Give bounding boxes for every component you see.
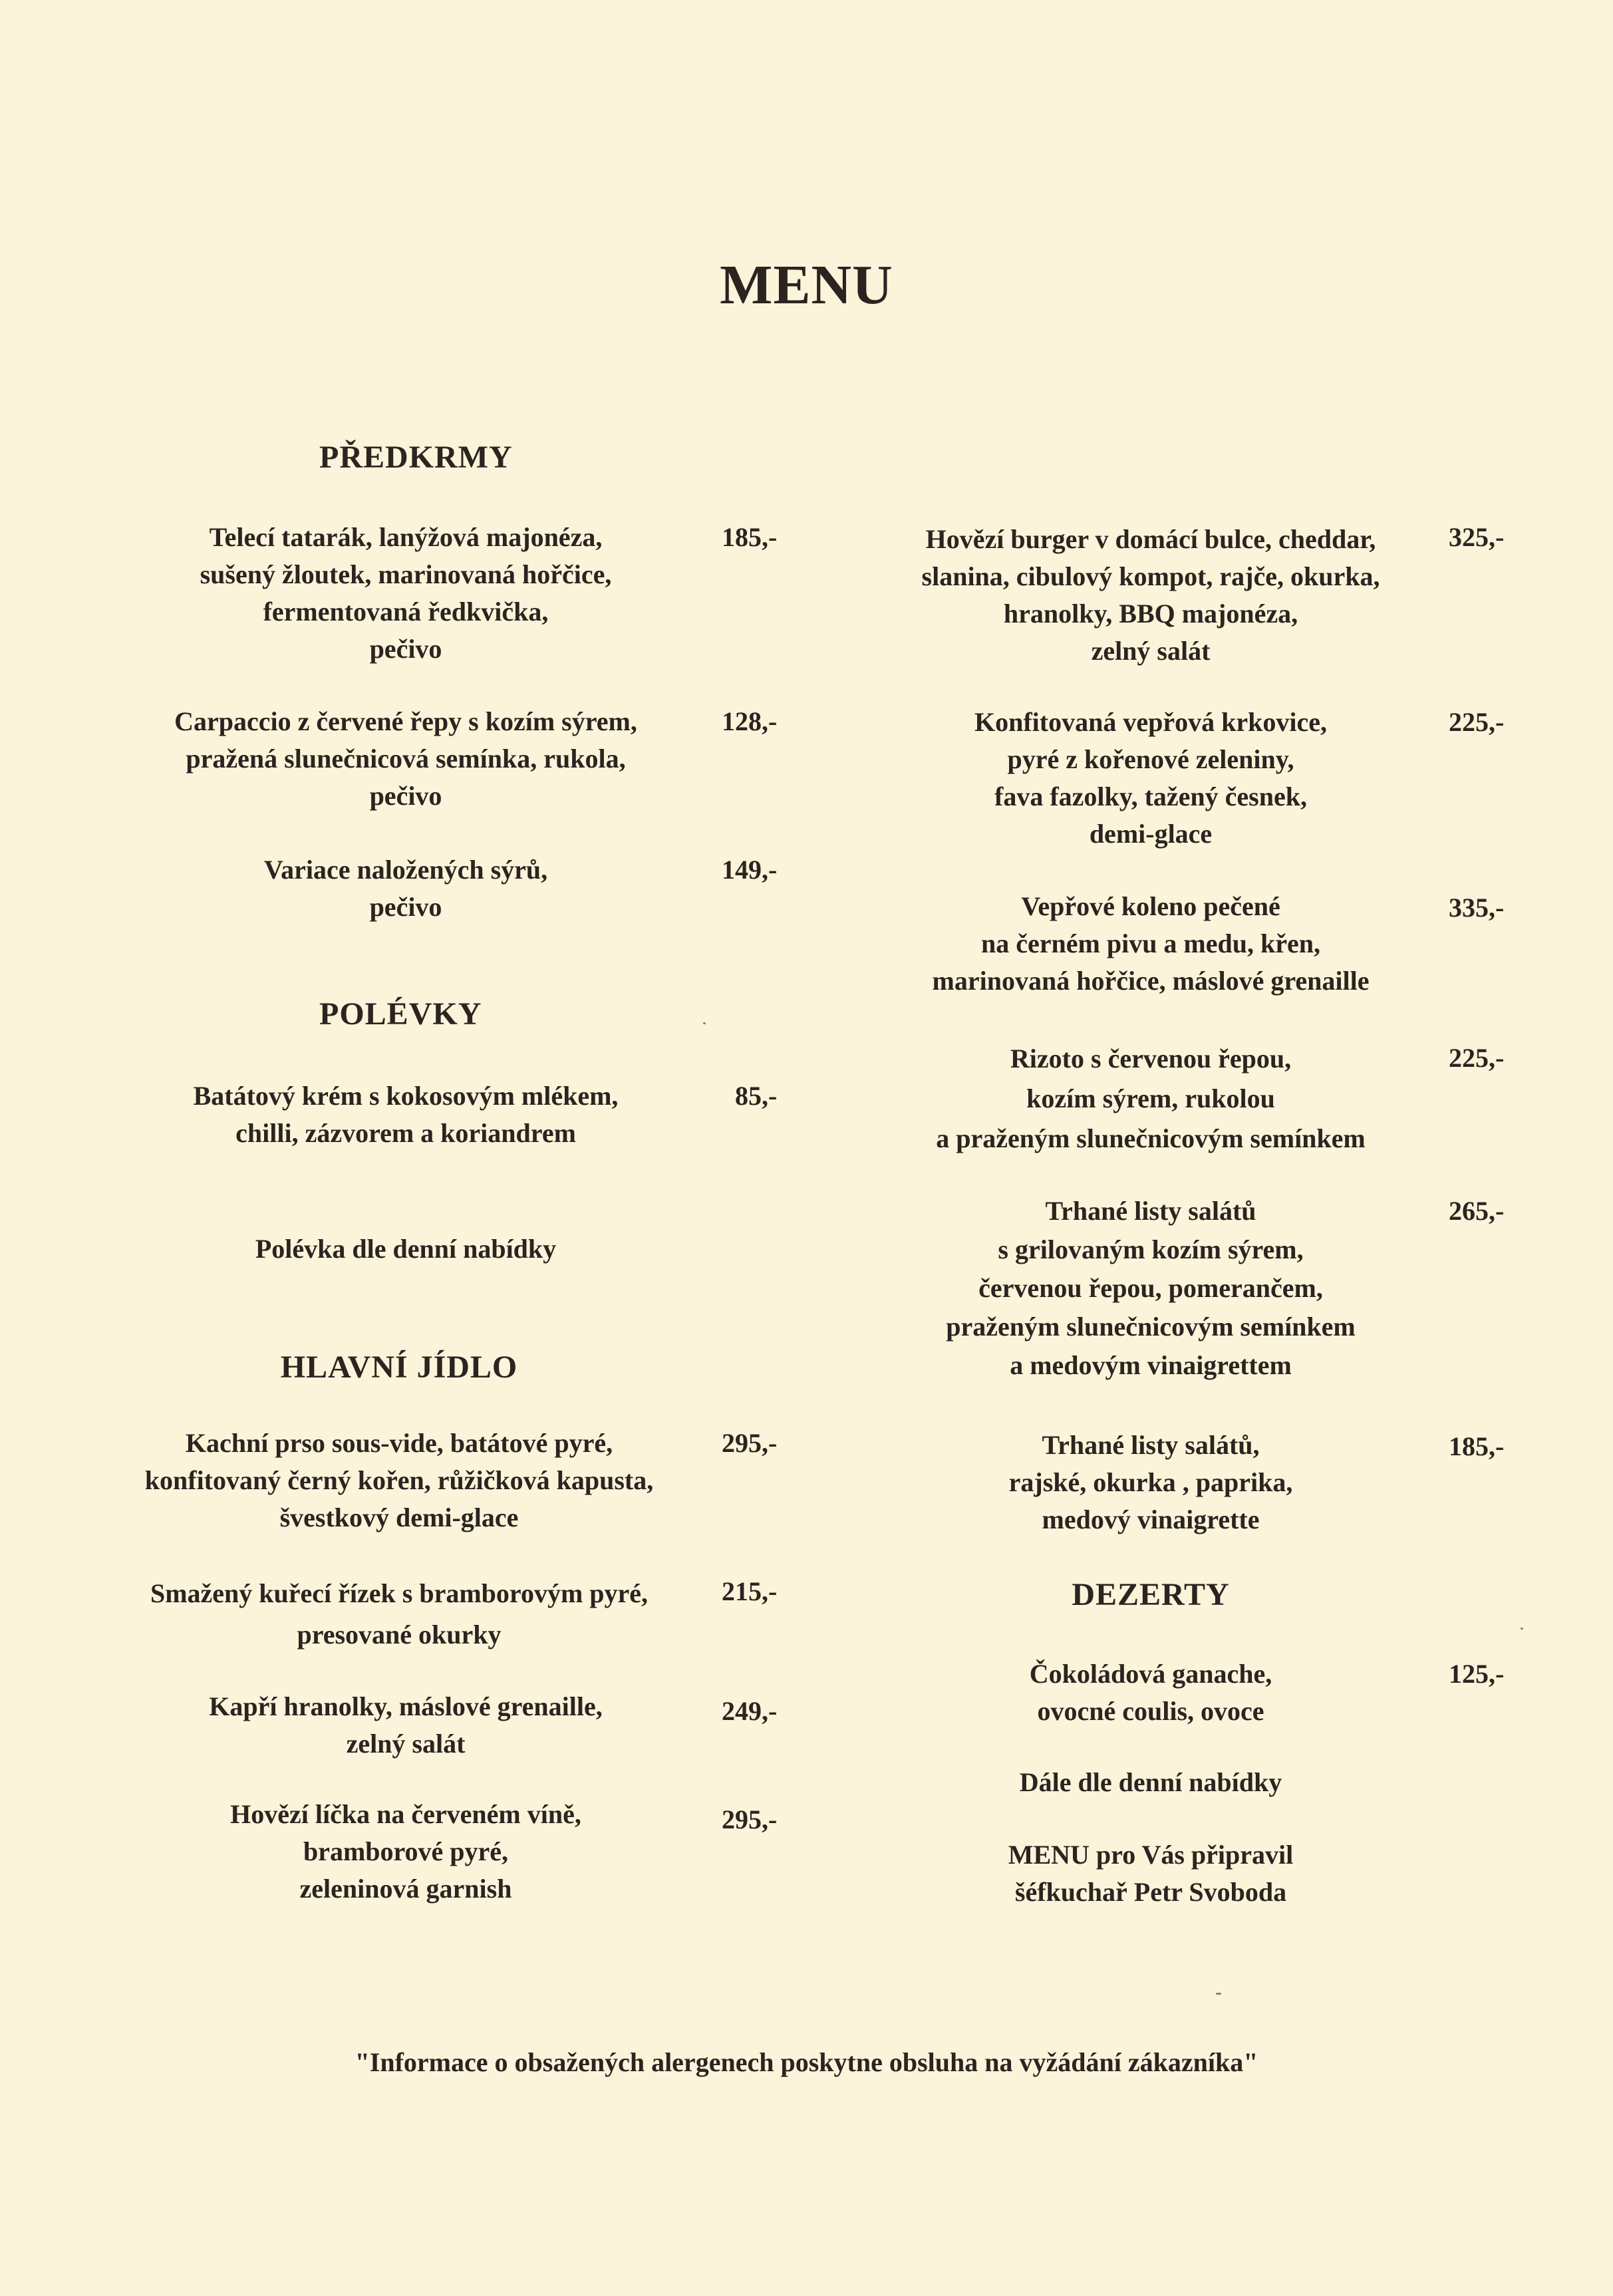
paper-speck bbox=[1521, 1628, 1523, 1630]
item-price: 249,- bbox=[722, 1696, 778, 1726]
menu-item-trhane-listy-zeleniny: Trhané listy salátů, rajské, okurka , paprika, medový vinaigrette bbox=[1008, 1430, 1293, 1534]
item-price: 335,- bbox=[1449, 893, 1505, 923]
menu-item-polevka-dle-nabidky: Polévka dle denní nabídky bbox=[255, 1234, 557, 1264]
item-price: 295,- bbox=[722, 1804, 778, 1834]
menu-item-telecí-tatarak: Telecí tatarák, lanýžová majonéza, sušený žloutek, marinovaná hořčice, fermentovaná ředkvička, pečivo bbox=[200, 522, 612, 664]
allergen-notice: "Informace o obsažených alergenech poskytne obsluha na vyžádání zákazníka" bbox=[355, 2047, 1258, 2077]
item-price: 215,- bbox=[722, 1576, 778, 1606]
menu-title: MENU bbox=[720, 254, 893, 316]
item-price: 295,- bbox=[722, 1428, 778, 1458]
daily-offer-note: Dále dle denní nabídky bbox=[1019, 1767, 1282, 1797]
section-heading-hlavni-jidlo: HLAVNÍ JÍDLO bbox=[280, 1350, 518, 1385]
item-price: 85,- bbox=[735, 1081, 778, 1111]
menu-item-variace-syru: Variace naložených sýrů, pečivo bbox=[263, 855, 548, 922]
menu-item-veprove-koleno: Vepřové koleno pečené na černém pivu a medu, křen, marinovaná hořčice, máslové grenaille bbox=[932, 891, 1370, 996]
menu-item-kapri-hranolky: Kapří hranolky, máslové grenaille, zelný salát bbox=[209, 1691, 603, 1759]
item-price: 125,- bbox=[1449, 1659, 1505, 1689]
menu-item-batatovy-krem: Batátový krém s kokosovým mlékem, chilli, zázvorem a koriandrem bbox=[193, 1081, 619, 1148]
section-heading-dezerty: DEZERTY bbox=[1072, 1577, 1230, 1612]
item-price: 185,- bbox=[722, 522, 778, 552]
menu-item-trhane-listy-kozi-syr: Trhané listy salátů s grilovaným kozím sýrem, červenou řepou, pomerančem, praženým slunečnicovým semínkem a medovým vinaigrettem bbox=[946, 1196, 1356, 1380]
item-price: 225,- bbox=[1449, 1043, 1505, 1073]
menu-item-carpaccio: Carpaccio z červené řepy s kozím sýrem, pražená slunečnicová semínka, rukola, pečivo bbox=[174, 706, 637, 811]
item-price: 185,- bbox=[1449, 1431, 1505, 1461]
item-price: 265,- bbox=[1449, 1196, 1505, 1226]
section-heading-predkrmy: PŘEDKRMY bbox=[319, 440, 513, 475]
chef-signature: MENU pro Vás připravil šéfkuchař Petr Svoboda bbox=[1008, 1840, 1294, 1907]
menu-item-hovezi-licka: Hovězí líčka na červeném víně, bramborové pyré, zeleninová garnish bbox=[230, 1799, 581, 1904]
item-price: 149,- bbox=[722, 855, 778, 885]
item-price: 225,- bbox=[1449, 707, 1505, 737]
menu-item-veprova-krkovice: Konfitovaná vepřová krkovice, pyré z kořenové zeleniny, fava fazolky, tažený česnek, demi-glace bbox=[974, 707, 1327, 849]
item-price: 325,- bbox=[1449, 522, 1505, 552]
menu-item-kachni-prso: Kachní prso sous-vide, batátové pyré, konfitovaný černý kořen, růžičková kapusta, švestkový demi-glace bbox=[144, 1428, 654, 1532]
menu-item-smazeny-rizek: Smažený kuřecí řízek s bramborovým pyré, presované okurky bbox=[150, 1578, 649, 1650]
section-heading-polevky: POLÉVKY bbox=[319, 996, 482, 1032]
menu-item-hovezi-burger: Hovězí burger v domácí bulce, cheddar, slanina, cibulový kompot, rajče, okurka, hranolky, BBQ majonéza, zelný salát bbox=[921, 524, 1380, 666]
paper-speck bbox=[1216, 1993, 1221, 1995]
item-price: 128,- bbox=[722, 706, 778, 736]
menu-item-rizoto: Rizoto s červenou řepou, kozím sýrem, rukolou a praženým slunečnicovým semínkem bbox=[936, 1044, 1366, 1153]
paper-speck bbox=[703, 1022, 706, 1024]
menu-item-cokoladova-ganache: Čokoládová ganache, ovocné coulis, ovoce bbox=[1029, 1659, 1272, 1726]
